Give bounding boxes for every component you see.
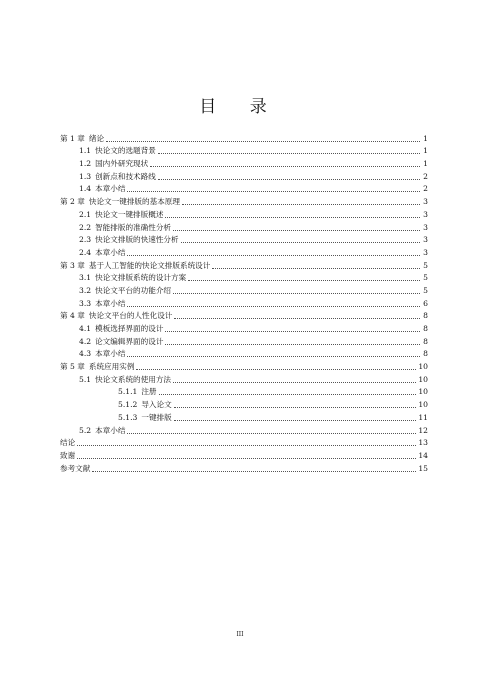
toc-dot-leader xyxy=(174,318,420,319)
toc-entry-page: 3 xyxy=(423,235,428,245)
toc-entry[interactable] xyxy=(60,194,428,207)
page-number: III xyxy=(236,631,244,638)
toc-entry-number: 1.1 xyxy=(79,146,92,156)
toc-entry[interactable] xyxy=(60,321,428,334)
toc-entry[interactable] xyxy=(60,410,428,423)
toc-entry-page: 3 xyxy=(423,209,428,219)
toc-entry[interactable] xyxy=(60,436,428,449)
toc-entry-title: 快论文一键排版的基本原理 xyxy=(88,197,180,207)
toc-entry[interactable] xyxy=(60,448,428,461)
toc-entry-page: 8 xyxy=(423,324,428,333)
toc-dot-leader xyxy=(174,420,417,421)
toc-dot-leader xyxy=(158,153,420,154)
toc-entry-title: 系统应用实例 xyxy=(88,362,135,372)
toc-dot-leader xyxy=(127,433,416,434)
toc-dot-leader xyxy=(127,356,420,357)
toc-entry-page: 8 xyxy=(423,349,428,359)
toc-entry-number: 3.1 xyxy=(79,273,92,283)
toc-entry[interactable] xyxy=(60,461,428,474)
toc-entry-page: 5 xyxy=(423,260,428,270)
toc-entry[interactable] xyxy=(60,207,428,220)
toc-entry-page: 3 xyxy=(423,222,428,232)
toc-entry[interactable] xyxy=(60,156,428,169)
toc-entry-page: 10 xyxy=(418,362,428,372)
toc-entry-title: 注册 xyxy=(141,387,157,397)
toc-dot-leader xyxy=(212,268,420,269)
toc-dot-leader xyxy=(92,471,416,472)
toc-entry[interactable] xyxy=(60,182,428,195)
toc-entry-page: 11 xyxy=(418,412,428,422)
toc-dot-leader xyxy=(77,458,416,459)
toc-dot-leader xyxy=(165,217,420,218)
toc-entry-number: 1.4 xyxy=(79,184,92,194)
toc-entry-title: 论文编辑界面的设计 xyxy=(95,336,164,346)
toc-dot-leader xyxy=(188,280,420,281)
toc-title: 目 录 xyxy=(199,97,281,117)
toc-entry-page: 12 xyxy=(418,425,428,435)
toc-entry[interactable] xyxy=(60,397,428,410)
toc-entry[interactable] xyxy=(60,423,428,436)
toc-dot-leader xyxy=(159,394,417,395)
toc-dot-leader xyxy=(173,382,416,383)
toc-entry-number: 5.1.1 xyxy=(118,387,138,397)
toc-entry[interactable] xyxy=(60,220,428,233)
toc-dot-leader xyxy=(173,293,420,294)
toc-entry-title: 快论文排版的快速性分析 xyxy=(95,235,179,245)
toc-entry-page: 3 xyxy=(423,247,428,257)
toc-dot-leader xyxy=(150,166,420,167)
toc-entry[interactable] xyxy=(60,258,428,271)
toc-entry[interactable] xyxy=(60,144,428,157)
toc-entry-title: 国内外研究现状 xyxy=(95,159,149,169)
toc-entry-title: 本章小结 xyxy=(95,298,126,308)
toc-entry-title: 一键排版 xyxy=(141,412,172,422)
toc-entry[interactable] xyxy=(60,271,428,284)
toc-entry-number: 3.2 xyxy=(79,285,92,295)
toc-dot-leader xyxy=(173,230,420,231)
toc-entry-title: 快论文排版系统的设计方案 xyxy=(95,273,187,283)
toc-entry-title: 本章小结 xyxy=(95,247,126,257)
toc-entry-title: 本章小结 xyxy=(95,184,126,194)
toc-entry-title: 快论文系统的使用方法 xyxy=(95,374,172,384)
toc-entry[interactable] xyxy=(60,309,428,322)
toc-dot-leader xyxy=(77,445,416,446)
toc-entry-title: 本章小结 xyxy=(95,425,126,435)
toc-entry-number: 4.1 xyxy=(79,324,92,333)
toc-entry-page: 10 xyxy=(418,387,428,397)
toc-entry-number: 2.4 xyxy=(79,247,92,257)
toc-dot-leader xyxy=(174,407,417,408)
toc-entry-number: 5.1 xyxy=(79,374,92,384)
toc-entry-title: 快论文平台的人性化设计 xyxy=(88,311,173,321)
toc-entry-title: 导入论文 xyxy=(141,400,172,410)
toc-entry-title: 参考文献 xyxy=(60,463,91,473)
toc-entry-page: 15 xyxy=(418,463,428,473)
toc-entry-page: 8 xyxy=(423,311,428,321)
toc-entry-title: 模板选择界面的设计 xyxy=(95,324,164,333)
toc-dot-leader xyxy=(106,141,420,142)
toc-entry-number: 5.1.3 xyxy=(118,412,138,422)
toc-entry-number: 5.2 xyxy=(79,425,92,435)
toc-dot-leader xyxy=(165,331,420,332)
toc-entry[interactable] xyxy=(60,347,428,360)
toc-entry-number: 第 1 章 xyxy=(60,133,85,143)
toc-entry-page: 8 xyxy=(423,336,428,346)
toc-dot-leader xyxy=(181,242,420,243)
toc-entry-title: 本章小结 xyxy=(95,349,126,359)
toc-entry-page: 14 xyxy=(418,450,428,460)
toc-entry[interactable] xyxy=(60,334,428,347)
toc-entry[interactable] xyxy=(60,233,428,246)
toc-entry-number: 第 4 章 xyxy=(60,311,85,321)
toc-entry-title: 创新点和技术路线 xyxy=(95,171,156,181)
toc-entry-page: 10 xyxy=(418,374,428,384)
toc-entry[interactable] xyxy=(60,245,428,258)
toc-entry-title: 快论文的选题背景 xyxy=(95,146,156,156)
toc-dot-leader xyxy=(127,306,420,307)
toc-entry-title: 快论文平台的功能介绍 xyxy=(95,285,172,295)
toc-entry-page: 13 xyxy=(418,438,428,448)
toc-entry-title: 结论 xyxy=(60,438,76,448)
toc-entry-number: 4.3 xyxy=(79,349,92,359)
toc-entry[interactable] xyxy=(60,169,428,182)
toc-entry-title: 基于人工智能的快论文排版系统设计 xyxy=(88,260,211,270)
toc-entry-number: 1.3 xyxy=(79,171,92,181)
toc-entry-title: 智能排版的准确性分析 xyxy=(95,222,172,232)
toc-entry-number: 第 2 章 xyxy=(60,197,85,207)
toc-entry[interactable] xyxy=(60,372,428,385)
toc-dot-leader xyxy=(127,255,420,256)
toc-entry-number: 2.2 xyxy=(79,222,92,232)
toc-entry-page: 2 xyxy=(423,184,428,194)
toc-entry[interactable] xyxy=(60,131,428,144)
toc-dot-leader xyxy=(165,344,420,345)
toc-entry-number: 第 5 章 xyxy=(60,362,85,372)
toc-entry-title: 绪论 xyxy=(88,133,105,143)
toc-entry-page: 2 xyxy=(423,171,428,181)
toc-entry-number: 5.1.2 xyxy=(118,400,138,410)
toc-entry-title: 致谢 xyxy=(60,450,76,460)
toc-entry-number: 2.3 xyxy=(79,235,92,245)
toc-entry-number: 3.3 xyxy=(79,298,92,308)
toc-entry-title: 快论文一键排版概述 xyxy=(95,209,164,219)
toc-entry-number: 4.2 xyxy=(79,336,92,346)
toc-entry-page: 3 xyxy=(423,197,428,207)
toc-dot-leader xyxy=(158,179,420,180)
toc-entry-page: 1 xyxy=(423,159,428,169)
toc-dot-leader xyxy=(127,191,420,192)
toc-entry-number: 第 3 章 xyxy=(60,260,85,270)
toc-entry[interactable] xyxy=(60,296,428,309)
toc-entry[interactable] xyxy=(60,359,428,372)
table-of-contents xyxy=(60,131,428,474)
toc-entry[interactable] xyxy=(60,385,428,398)
toc-entry-page: 10 xyxy=(418,400,428,410)
toc-entry-page: 5 xyxy=(423,273,428,283)
toc-entry-page: 1 xyxy=(423,146,428,156)
toc-entry-page: 1 xyxy=(423,133,428,143)
toc-entry-page: 6 xyxy=(423,298,428,308)
toc-dot-leader xyxy=(136,369,416,370)
toc-entry-page: 5 xyxy=(423,285,428,295)
toc-dot-leader xyxy=(182,204,420,205)
toc-entry-number: 2.1 xyxy=(79,209,92,219)
toc-entry[interactable] xyxy=(60,283,428,296)
toc-entry-number: 1.2 xyxy=(79,159,92,169)
